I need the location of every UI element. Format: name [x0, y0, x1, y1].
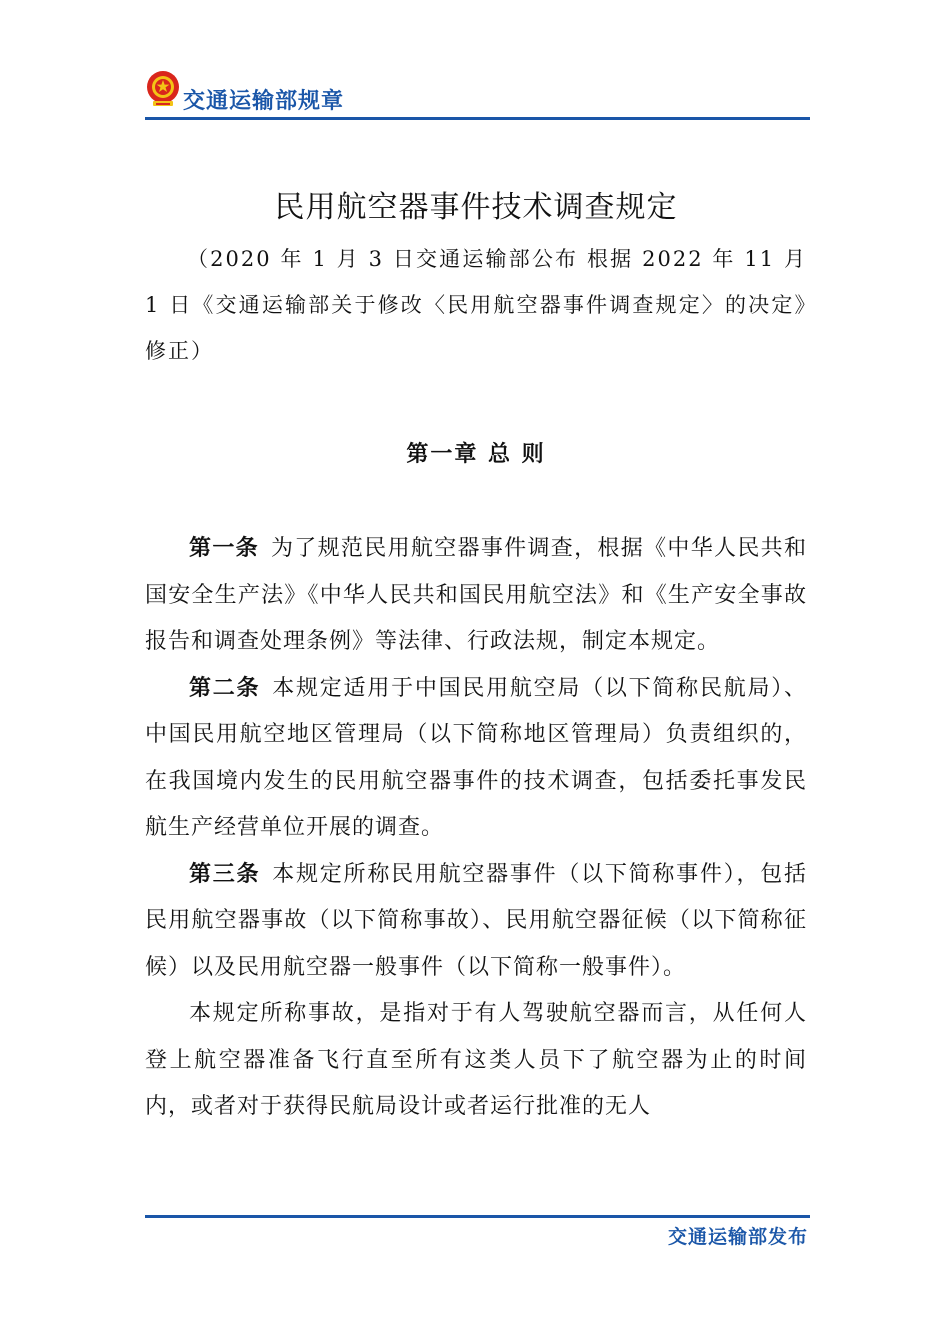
article-label: 第三条: [189, 861, 261, 887]
article-1: [145, 526, 807, 666]
document-title: 民用航空器事件技术调查规定: [274, 190, 678, 225]
footer-divider: [145, 1215, 810, 1218]
document-note: （2020 年 1 月 3 日交通运输部公布 根据 2022 年 11 月 1 日《交通运输部关于修改〈民用航空器事件调查规定〉的决定》修正）: [145, 247, 807, 363]
article-text: 本规定适用于中国民用航空局（以下简称民航局）、中国民用航空地区管理局（以下简称地区管理局）负责组织的，在我国境内发生的民用航空器事件的技术调查，包括委托事发民航生产经营单位开展的调查。: [145, 675, 807, 840]
continuation-paragraph: 本规定所称事故，是指对于有人驾驶航空器而言，从任何人登上航空器准备飞行直至所有这类人员下了航空器为止的时间内，或者对于获得民航局设计或者运行批准的无人: [145, 1001, 807, 1119]
article-text: 本规定所称民用航空器事件（以下简称事件），包括民用航空器事故（以下简称事故）、民用航空器征候（以下简称征候）以及民用航空器一般事件（以下简称一般事件）。: [145, 861, 807, 980]
chapter-title: 第一章 总 则: [406, 442, 546, 467]
article-3: [145, 852, 807, 992]
header-divider: [145, 117, 810, 120]
header-title: 交通运输部规章: [183, 89, 345, 114]
article-label: 第二条: [189, 675, 261, 701]
article-2: [145, 666, 807, 852]
page-header: [145, 66, 810, 120]
national-emblem-icon: [145, 70, 181, 108]
footer-publisher: 交通运输部发布: [667, 1226, 808, 1248]
document-body: [145, 180, 807, 1131]
article-text: 为了规范民用航空器事件调查，根据《中华人民共和国安全生产法》《中华人民共和国民用航空法》和《生产安全事故报告和调查处理条例》等法律、行政法规，制定本规定。: [145, 536, 807, 654]
article-label: 第一条: [189, 536, 259, 561]
